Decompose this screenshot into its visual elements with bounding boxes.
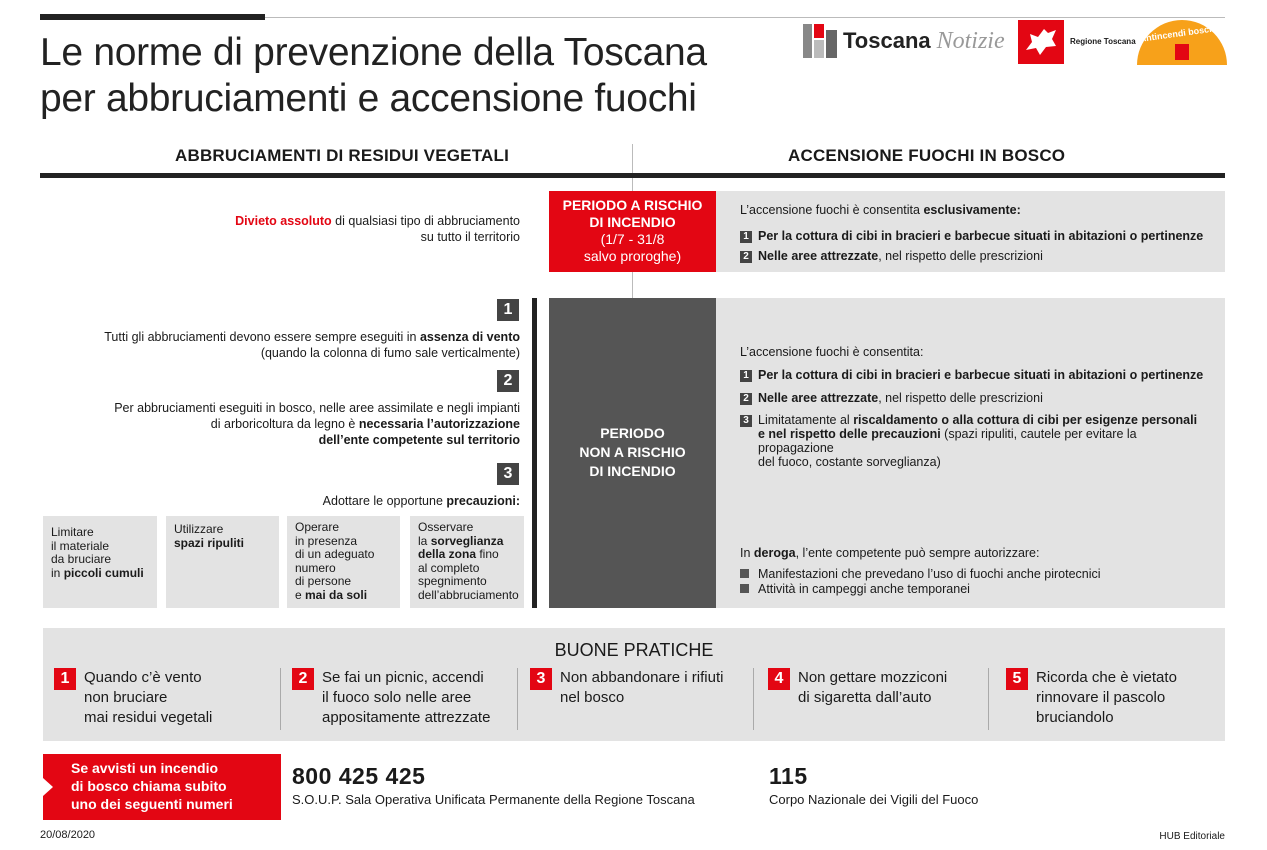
periodo-rischio-label <box>549 191 716 272</box>
card-3-line-6: e <box>295 587 306 602</box>
rischio-intro <box>740 202 1021 218</box>
card-3-line-2: in presenza <box>295 533 358 548</box>
card-1-line-1: Limitare <box>51 525 94 539</box>
pratica-2-line-3: appositamente attrezzate <box>322 709 491 726</box>
pratica-4 <box>768 668 947 708</box>
toscana-notizie-logo <box>803 24 1005 58</box>
non-rischio-item-1-text: Per la cottura di cibi in bracieri e barbecue situati in abitazioni o pertinenze <box>758 368 1204 382</box>
rule-2-line-3: dell’ente competente sul territorio <box>318 433 520 447</box>
non-rischio-item-1 <box>740 367 1203 383</box>
rule-2-line-1: Per abbruciamenti eseguiti in bosco, nelle aree assimilate e negli impianti <box>114 401 520 415</box>
pratica-5-line-1: Ricorda che è vietato <box>1036 669 1177 686</box>
deroga-item-2 <box>740 581 970 597</box>
pratica-2-number: 2 <box>292 668 314 690</box>
precauzione-card-2 <box>166 516 279 608</box>
deroga-pre: In <box>740 546 754 560</box>
periodo-rischio-line-1: PERIODO A RISCHIO <box>562 197 703 213</box>
periodo-rischio-line-4: salvo proroghe) <box>583 248 682 264</box>
card-4-line-1: Osservare <box>418 520 474 534</box>
antincendi-shield-icon <box>1175 44 1189 60</box>
number-1-icon: 1 <box>740 370 752 382</box>
periodo-non-rischio-line-2: NON A RISCHIO <box>579 444 686 460</box>
header-rule <box>40 173 1225 178</box>
periodo-rischio-line-3: (1/7 - 31/8 <box>600 231 665 247</box>
rischio-intro-text: L’accensione fuochi è consentita <box>740 203 924 217</box>
buone-pratiche-title: BUONE PRATICHE <box>554 640 714 660</box>
square-bullet-icon <box>740 584 749 593</box>
pratica-1-number: 1 <box>54 668 76 690</box>
rischio-item-2 <box>740 248 1043 264</box>
toscana-logo-text: Toscana <box>843 28 931 53</box>
rule-2 <box>114 400 520 448</box>
divieto-line-2: su tutto il territorio <box>420 230 520 244</box>
card-1-line-2: il materiale <box>51 538 110 553</box>
pratica-1-line-2: non bruciare <box>84 689 168 706</box>
rule-3-bold: precauzioni: <box>446 494 520 508</box>
phone-vvf[interactable]: 115 <box>769 763 808 789</box>
precauzione-card-1 <box>43 516 157 608</box>
non-rischio-item-2 <box>740 390 1043 406</box>
non-rischio-intro: L’accensione fuochi è consentita: <box>740 345 924 359</box>
buone-pratiche-panel <box>43 628 1225 741</box>
square-bullet-icon <box>740 569 749 578</box>
item-3-bold-1: riscaldamento o alla cottura di cibi per esigenze personali <box>853 413 1198 427</box>
card-4-bold-1: sorveglianza <box>430 533 504 548</box>
pratica-2-line-2: il fuoco solo nelle aree <box>322 689 472 706</box>
deroga-rest: , l’ente competente può sempre autorizzare: <box>795 546 1040 560</box>
rischio-item-2-text: , nel rispetto delle prescrizioni <box>878 249 1043 263</box>
rule-number-1: 1 <box>497 299 519 321</box>
top-divider <box>265 17 1225 18</box>
pratica-2 <box>292 668 490 728</box>
rischio-intro-bold: esclusivamente: <box>923 203 1021 217</box>
antincendi-logo-text: Antincendi boschivi <box>1138 22 1226 44</box>
number-3-icon: 3 <box>740 415 752 427</box>
pratica-5-number: 5 <box>1006 668 1028 690</box>
toscana-notizie-mark-icon <box>803 24 837 58</box>
card-4-line-2: la <box>418 533 431 548</box>
periodo-rischio-line-2: DI INCENDIO <box>589 214 676 230</box>
divieto-bold: Divieto assoluto <box>235 214 332 228</box>
periodo-non-rischio-label <box>549 298 716 608</box>
section-header-abbruciamenti: ABBRUCIAMENTI DI RESIDUI VEGETALI <box>175 146 510 165</box>
non-rischio-item-2-bold: Nelle aree attrezzate <box>758 391 879 405</box>
card-2-bold: spazi ripuliti <box>174 535 245 550</box>
number-1-icon: 1 <box>740 231 752 243</box>
rischio-item-1 <box>740 228 1203 244</box>
phone-soup-desc: S.O.U.P. Sala Operativa Unificata Permanente della Regione Toscana <box>292 792 695 807</box>
rule-1 <box>104 329 520 361</box>
pegasus-icon <box>1018 20 1064 64</box>
pratica-4-line-2: di sigaretta dall’auto <box>798 689 932 706</box>
card-4-bold-2: della zona <box>418 547 477 561</box>
non-rischio-fuochi-panel <box>716 298 1225 608</box>
precauzione-card-4 <box>410 516 524 608</box>
card-4-line-6: dell’abbruciamento <box>418 587 519 602</box>
pratica-2-line-1: Se fai un picnic, accendi <box>322 669 484 686</box>
item-3-rest: (spazi ripuliti, cautele per evitare la propagazione <box>758 427 1137 455</box>
pratica-3-line-2: nel bosco <box>560 689 625 706</box>
pratica-divider <box>988 668 989 730</box>
non-rischio-item-3 <box>740 413 1210 469</box>
pratica-divider <box>517 668 518 730</box>
deroga-bold: deroga <box>753 546 796 560</box>
card-4-line-5: spegnimento <box>418 574 487 588</box>
pratica-1-line-1: Quando c’è vento <box>84 669 202 686</box>
precauzione-card-3 <box>287 516 400 608</box>
item-3-bold-2: e nel rispetto delle precauzioni <box>758 427 941 441</box>
title-line-2: per abbruciamenti e accensione fuochi <box>40 77 697 120</box>
notizie-logo-text: Notizie <box>936 27 1005 54</box>
card-3-line-1: Operare <box>295 520 340 534</box>
rule-1-line-2: (quando la colonna di fumo sale verticalmente) <box>260 346 520 360</box>
pratica-1 <box>54 668 212 728</box>
page-title <box>40 30 707 122</box>
divieto-rest: di qualsiasi tipo di abbruciamento <box>331 214 520 228</box>
pratica-1-line-3: mai residui vegetali <box>84 709 213 726</box>
rischio-item-2-bold: Nelle aree attrezzate <box>758 249 879 263</box>
section-header-fuochi: ACCENSIONE FUOCHI IN BOSCO <box>788 146 1066 165</box>
callout-line-2: di bosco chiama subito <box>71 778 227 794</box>
rischio-fuochi-panel <box>716 191 1225 272</box>
pratica-4-line-1: Non gettare mozziconi <box>798 669 948 686</box>
card-3-line-4: numero <box>295 560 336 575</box>
footer-date: 20/08/2020 <box>40 829 96 841</box>
footer-credit: HUB Editoriale <box>1159 831 1225 842</box>
pratica-divider <box>753 668 754 730</box>
pratica-5 <box>1006 668 1177 728</box>
pratica-5-line-3: bruciandolo <box>1036 709 1114 726</box>
card-3-bold: mai da soli <box>305 587 368 602</box>
card-3-line-5: di persone <box>295 574 352 588</box>
periodo-non-rischio-line-3: DI INCENDIO <box>589 463 676 479</box>
card-1-line-4: in <box>51 565 64 580</box>
item-3-line-3: del fuoco, costante sorveglianza) <box>758 455 941 469</box>
rule-number-3: 3 <box>497 463 519 485</box>
phone-soup[interactable]: 800 425 425 <box>292 763 426 789</box>
top-accent-bar <box>40 14 265 20</box>
pratica-5-line-2: rinnovare il pascolo <box>1036 689 1166 706</box>
phone-vvf-desc: Corpo Nazionale dei Vigili del Fuoco <box>769 792 979 807</box>
rule-3-text: Adottare le opportune <box>322 494 447 508</box>
rischio-item-1-text: Per la cottura di cibi in bracieri e barbecue situati in abitazioni o pertinenze <box>758 229 1204 243</box>
rule-1-bold: assenza di vento <box>419 330 520 344</box>
deroga-item-2-text: Attività in campeggi anche temporanei <box>758 582 970 596</box>
rule-2-line-2-bold: necessaria l’autorizzazione <box>358 417 520 431</box>
antincendi-logo <box>1137 20 1227 65</box>
number-2-icon: 2 <box>740 393 752 405</box>
rule-2-line-2: di arboricoltura da legno è <box>210 417 359 431</box>
non-rischio-bar <box>532 298 537 608</box>
non-rischio-item-2-text: , nel rispetto delle prescrizioni <box>878 391 1043 405</box>
card-3-line-3: di un adeguato <box>295 547 375 561</box>
card-4-line-4: al completo <box>418 560 480 575</box>
rule-1-text: Tutti gli abbruciamenti devono essere sempre eseguiti in <box>104 330 420 344</box>
card-4-line-3: fino <box>476 547 499 561</box>
number-2-icon: 2 <box>740 251 752 263</box>
emergency-callout <box>43 754 281 820</box>
item-3-pre: Limitatamente al <box>758 413 854 427</box>
rule-number-2: 2 <box>497 370 519 392</box>
divieto-text <box>235 213 520 245</box>
callout-line-3: uno dei seguenti numeri <box>71 796 233 812</box>
regione-toscana-logo-text: Regione Toscana <box>1070 37 1136 46</box>
card-1-line-3: da bruciare <box>51 552 112 566</box>
card-2-line-1: Utilizzare <box>174 522 224 536</box>
periodo-non-rischio-line-1: PERIODO <box>600 425 665 441</box>
pratica-3-line-1: Non abbandonare i rifiuti <box>560 669 724 686</box>
rule-3 <box>323 493 520 509</box>
pratica-3-number: 3 <box>530 668 552 690</box>
title-line-1: Le norme di prevenzione della Toscana <box>40 31 707 74</box>
pratica-3 <box>530 668 723 708</box>
callout-line-1: Se avvisti un incendio <box>71 760 219 776</box>
pratica-divider <box>280 668 281 730</box>
pratica-4-number: 4 <box>768 668 790 690</box>
deroga-intro <box>740 545 1039 561</box>
deroga-item-1 <box>740 566 1101 582</box>
card-1-bold: piccoli cumuli <box>63 565 144 580</box>
deroga-item-1-text: Manifestazioni che prevedano l’uso di fuochi anche pirotecnici <box>758 567 1101 581</box>
